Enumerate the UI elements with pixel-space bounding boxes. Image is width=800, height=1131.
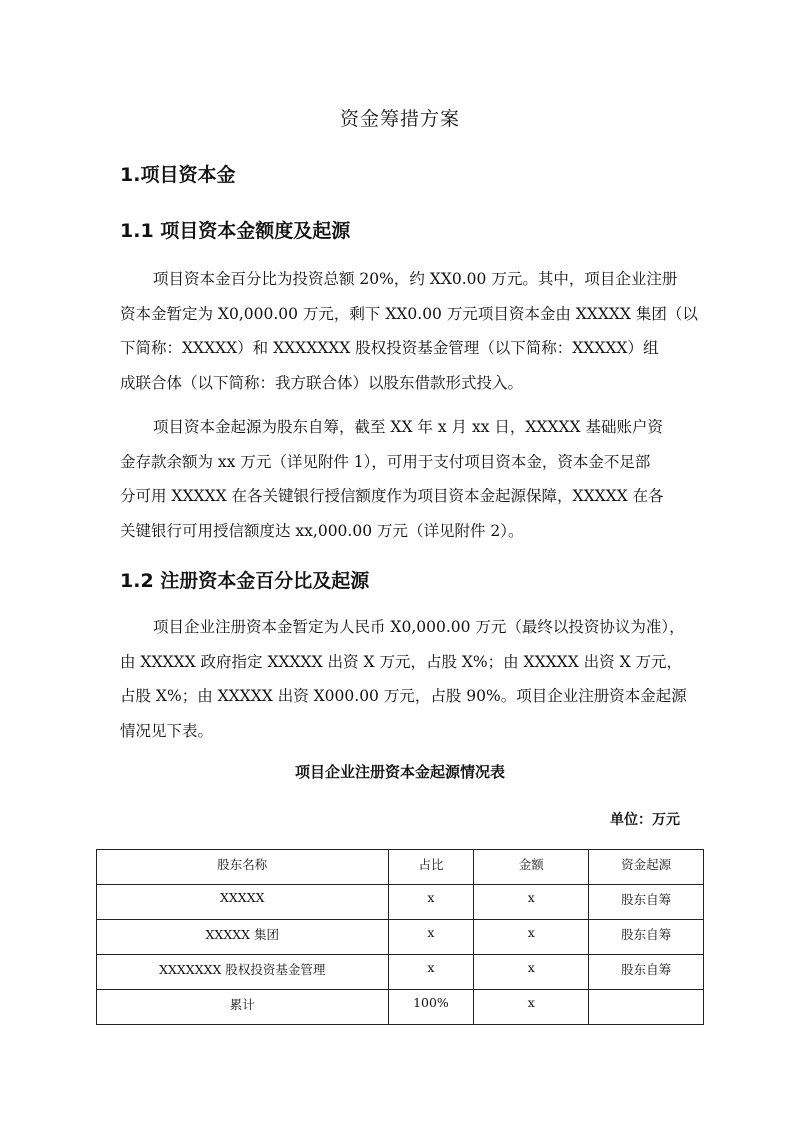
cell-total-ratio: 100% [388, 990, 474, 1025]
paragraph-capital-source [120, 410, 682, 548]
cell-fund-source: 股东自筹 [589, 885, 704, 920]
cell-amount: x [474, 920, 589, 955]
cell-fund-source: 股东自筹 [589, 920, 704, 955]
text-line: 项目资本金起源为股东自筹，截至 XX 年 x 月 xx 日，XXXXX 基础账户资 [153, 418, 663, 436]
paragraph-registered-capital [120, 610, 687, 748]
text-line: 占股 X%；由 XXXXX 出资 X000.00 万元，占股 90%。项目企业注册资本金起源 [120, 687, 687, 705]
cell-total-label: 累计 [97, 990, 389, 1025]
cell-share-ratio: x [388, 920, 474, 955]
text-line: 关键银行可用授信额度达 xx,000.00 万元（详见附件 2）。 [120, 521, 524, 540]
table-title: 项目企业注册资本金起源情况表 [294, 763, 505, 781]
paragraph-capital-amount [120, 262, 698, 400]
cell-amount: x [474, 885, 589, 920]
cell-shareholder-name: XXXXX 集团 [97, 920, 389, 955]
text-line: 资本金暂定为 X0,000.00 万元，剩下 XX0.00 万元项目资本金由 XXXXX 集团（以 [120, 304, 698, 323]
section-heading-project-capital: 1.项目资本金 [120, 164, 236, 186]
header-shareholder-name: 股东名称 [97, 850, 389, 885]
cell-total-amount: x [474, 990, 589, 1025]
cell-fund-source: 股东自筹 [589, 955, 704, 990]
text-line: 金存款余额为 xx 万元（详见附件 1），可用于支付项目资本金，资本金不足部 [120, 452, 651, 471]
text-line: 分可用 XXXXX 在各关键银行授信额度作为项目资本金起源保障，XXXXX 在各 [120, 487, 664, 505]
table-total-row [97, 990, 704, 1025]
header-fund-source: 资金起源 [589, 850, 704, 885]
table-row [97, 955, 704, 990]
cell-shareholder-name: XXXXX [97, 885, 389, 920]
text-line: 情况见下表。 [120, 721, 214, 740]
capital-source-table [96, 849, 704, 1025]
cell-share-ratio: x [388, 885, 474, 920]
header-amount: 金额 [474, 850, 589, 885]
text-line: 下简称：XXXXX）和 XXXXXXX 股权投资基金管理（以下简称：XXXXX）组 [120, 339, 659, 357]
text-line: 项目企业注册资本金暂定为人民币 X0,000.00 万元（最终以投资协议为准）， [153, 618, 685, 636]
text-line: 由 XXXXX 政府指定 XXXXX 出资 X 万元，占股 X%；由 XXXXX 出资 X 万元， [120, 652, 683, 671]
table-row [97, 920, 704, 955]
section-heading-registered-capital: 1.2 注册资本金百分比及起源 [120, 570, 370, 592]
text-line: 成联合体（以下简称：我方联合体）以股东借款形式投入。 [120, 373, 524, 392]
cell-amount: x [474, 955, 589, 990]
table-unit-label: 单位：万元 [610, 812, 680, 828]
table-row [97, 885, 704, 920]
header-share-ratio: 占比 [388, 850, 474, 885]
section-heading-capital-amount-source: 1.1 项目资本金额度及起源 [120, 220, 351, 242]
cell-shareholder-name: XXXXXXX 股权投资基金管理 [97, 955, 389, 990]
document-title: 资金筹措方案 [339, 108, 460, 130]
table-header-row [97, 850, 704, 885]
text-line: 项目资本金百分比为投资总额 20%，约 XX0.00 万元。其中，项目企业注册 [153, 270, 678, 288]
cell-share-ratio: x [388, 955, 474, 990]
cell-total-source [589, 990, 704, 1025]
